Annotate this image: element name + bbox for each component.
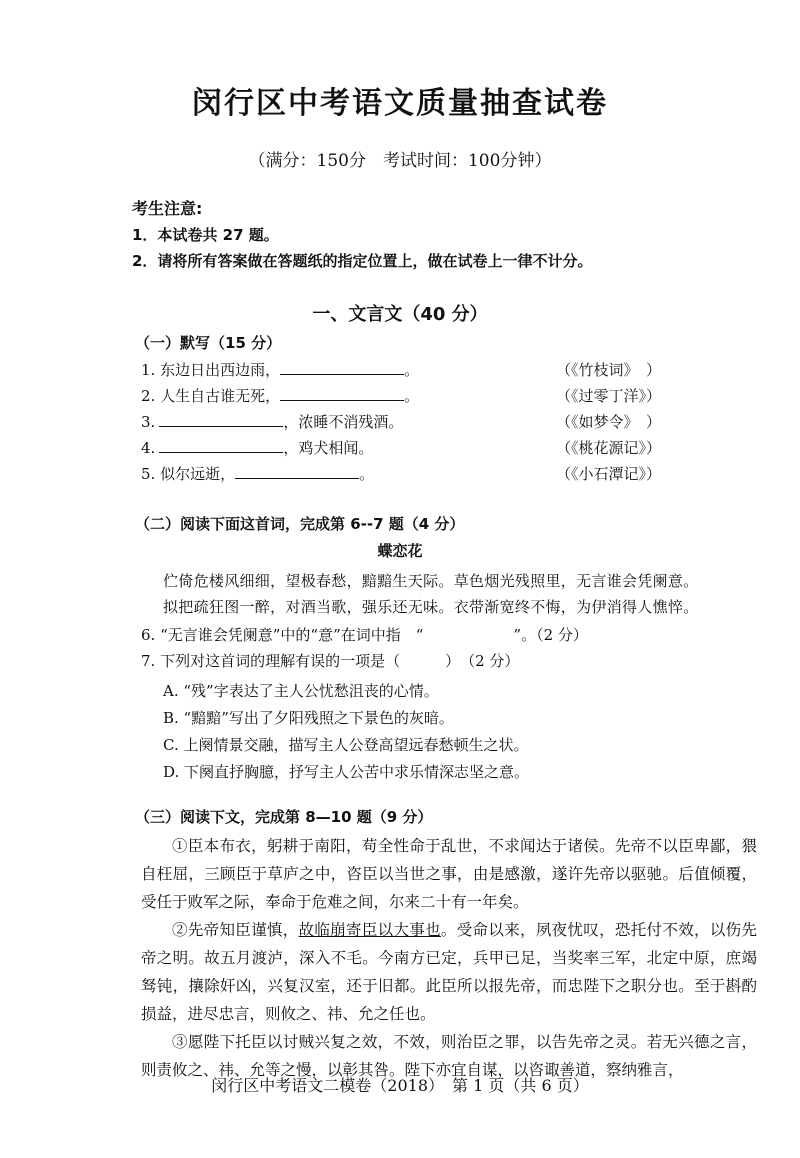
part-heading: （二）阅读下面这首词，完成第 6--7 题（4 分） [135,515,465,533]
reading-passage [141,832,757,1084]
question-7: 7. 下列对这首词的理解有误的一项是（ ） （2 分） [141,652,520,670]
answer-blank [280,386,404,401]
fill-item-source: （《如梦令》 ） [556,413,662,431]
underlined-sentence: 故临崩寄臣以大事也 [298,921,441,939]
fill-item-prefix: 3. [141,413,156,431]
fill-item-suffix: 。 [359,465,375,483]
notes-heading: 考生注意: [132,199,203,218]
passage-text: ②先帝知臣谨慎， [172,921,299,939]
fill-item [141,385,419,406]
page-title: 闵行区中考语文质量抽查试卷 [192,86,608,121]
option-d: D. 下阕直抒胸臆，抒写主人公苦中求乐情深志坚之意。 [163,763,530,781]
option-b: B. “黯黯”写出了夕阳残照之下景色的灰暗。 [163,709,454,727]
passage-text: 。受命以来，夙夜忧叹，恐托付不效，以伤先帝之明。故五月渡泸，深入不毛。今南方已定，兵甲已足，当奖率三军，北定中原，庶竭驽钝，攘除奸凶，兴复汉室，还于旧都。此臣所以报先帝，而忠陛下之职分也。至于斟酌损益，进尽忠言，则攸之、祎、允之任也。 [141,921,757,1023]
answer-blank [280,360,404,375]
passage-paragraph: ①臣本布衣，躬耕于南阳，苟全性命于乱世，不求闻达于诸侯。先帝不以臣卑鄙，猥自枉屈，三顾臣于草庐之中，咨臣以当世之事，由是感激，遂许先帝以驱驰。后值倾覆，受任于败军之际，奉命于危难之间，尔来二十有一年矣。 [141,837,757,911]
fill-item-source: （《小石潭记》） [556,465,662,483]
fill-item [141,411,403,432]
fill-item-suffix: 。 [404,387,420,405]
fill-item [141,437,373,458]
fill-item-prefix: 5. 似尔远逝， [141,465,236,483]
part-heading: （三）阅读下文，完成第 8—10 题（9 分） [135,808,433,826]
poem-title: 蝶恋花 [377,542,423,560]
answer-blank [159,412,283,427]
fill-item [141,463,374,484]
passage-paragraph [141,916,757,1028]
section-heading: 一、文言文（40 分） [312,304,488,325]
poem-line: 伫倚危楼风细细，望极春愁，黯黯生天际。草色烟光残照里，无言谁会凭阑意。 [163,572,699,590]
poem-line: 拟把疏狂图一醉，对酒当歌，强乐还无味。衣带渐宽终不悔，为伊消得人憔悴。 [163,598,699,616]
fill-item-prefix: 4. [141,439,156,457]
passage-paragraph: ③愿陛下托臣以讨贼兴复之效，不效，则治臣之罪，以告先帝之灵。若无兴德之言，则责攸之、祎、允等之慢，以彰其咎。陛下亦宜自谋，以咨诹善道，察纳雅言， [141,1033,757,1079]
note-item: 1．本试卷共 27 题。 [132,226,279,244]
fill-item-prefix: 2. 人生自古谁无死， [141,387,281,405]
fill-item-suffix: ，鸡犬相闻。 [283,439,374,457]
fill-item-prefix: 1. 东边日出西边雨， [141,361,281,379]
note-item: 2．请将所有答案做在答题纸的指定位置上，做在试卷上一律不计分。 [132,252,593,270]
fill-item-source: （《桃花源记》） [556,439,662,457]
answer-blank [235,464,359,479]
answer-blank [159,438,283,453]
fill-item-source: （《竹枝词》 ） [556,361,662,379]
option-a: A. “残”字表达了主人公忧愁沮丧的心情。 [163,682,439,700]
fill-item [141,359,419,380]
page-subtitle: （满分：150分 考试时间：100分钟） [248,151,552,171]
fill-item-source: （《过零丁洋》） [556,387,662,405]
question-6: 6. “无言谁会凭阑意”中的“意”在词中指 “ ”。（2 分） [141,626,588,644]
part-heading: （一）默写（15 分） [135,334,282,352]
page-footer: 闵行区中考语文二模卷（2018） 第 1 页（共 6 页） [211,1076,589,1095]
fill-item-suffix: ，浓睡不消残酒。 [283,413,404,431]
option-c: C. 上阕情景交融，描写主人公登高望远春愁顿生之状。 [163,736,529,754]
fill-item-suffix: 。 [404,361,420,379]
